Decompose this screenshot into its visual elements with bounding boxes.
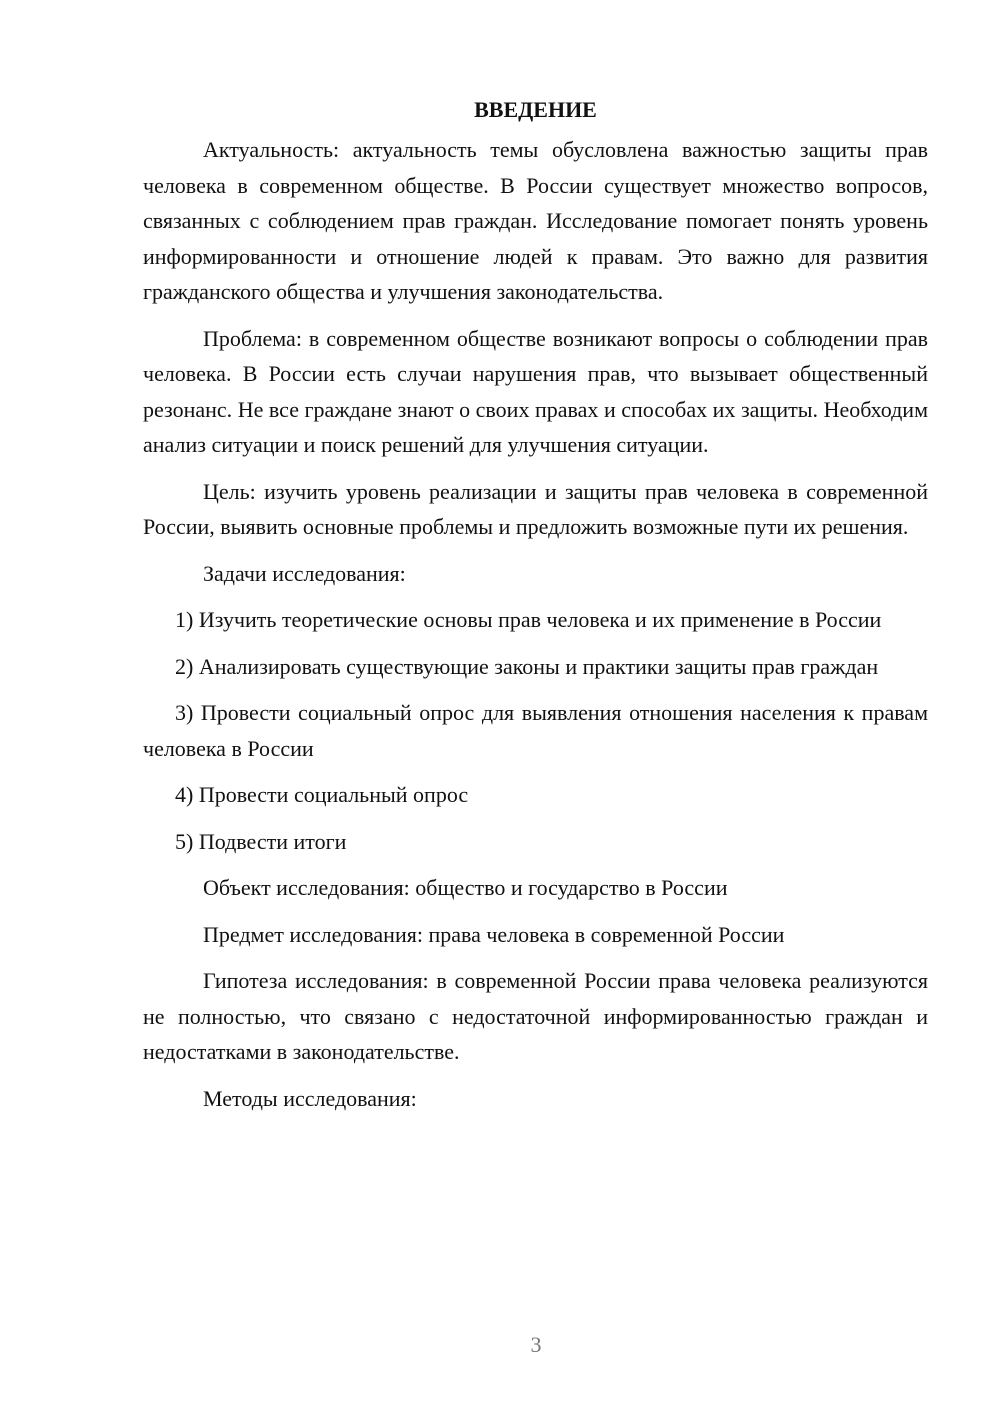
tasks-list [143,602,928,859]
page-content [143,92,928,1127]
goal-paragraph: Цель: изучить уровень реализации и защиты прав человека в современной России, выявить основные проблемы и предложить возможные пути их решения. [143,478,928,539]
subject-paragraph: Предмет исследования: права человека в современной России [203,921,785,947]
task-item: 5) Подвести итоги [175,828,347,854]
page-number: 3 [530,1332,542,1357]
task-item: 2) Анализировать существующие законы и практики защиты прав граждан [175,653,879,679]
relevance-paragraph: Актуальность: актуальность темы обусловлена важностью защиты прав человека в современном обществе. В России существует множество вопросов, связанных с соблюдением прав граждан. Исследование помогает понять уровень информированности и отношение людей к правам. Это важно для развития гражданского общества и улучшения законодательства. [143,137,928,304]
hypothesis-paragraph: Гипотеза исследования: в современной России права человека реализуются не полностью, что связано с недостаточной информированностью граждан и недостатками в законодательстве. [143,968,928,1064]
section-title: ВВЕДЕНИЕ [474,97,597,122]
tasks-heading: Задачи исследования: [203,560,406,586]
task-item: 4) Провести социальный опрос [175,782,469,807]
task-item: 3) Провести социальный опрос для выявления отношения населения к правам человека в России [143,700,928,761]
object-paragraph: Объект исследования: общество и государство в России [203,875,728,900]
task-item: 1) Изучить теоретические основы прав человека и их применение в России [175,607,882,632]
methods-heading: Методы исследования: [203,1085,417,1111]
problem-paragraph: Проблема: в современном обществе возникают вопросы о соблюдении прав человека. В России есть случаи нарушения прав, что вызывает общественный резонанс. Не все граждане знают о своих правах и способах их защиты. Необходим анализ ситуации и поиск решений для улучшения ситуации. [143,325,928,457]
